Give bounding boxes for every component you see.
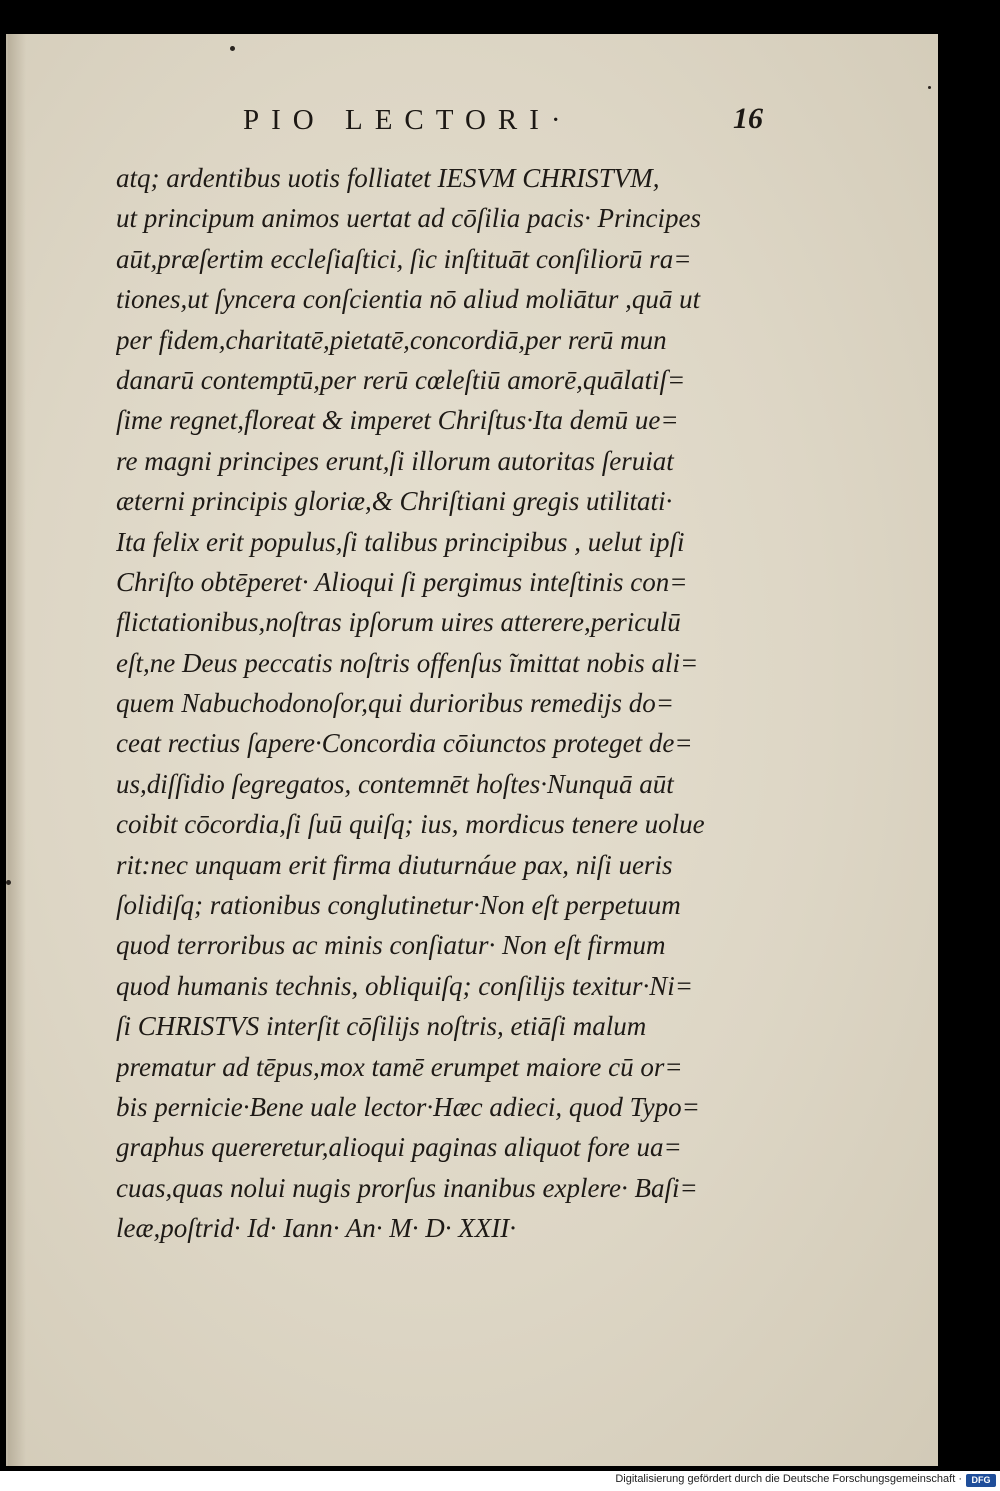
text-line: ceat rectius ſapere·Concordia cōiunctos proteget de= bbox=[116, 728, 693, 759]
dfg-logo: DFG bbox=[966, 1474, 996, 1487]
text-line: ſi CHRISTVS interſit cōſilijs noſtris, etiāſi malum bbox=[116, 1011, 647, 1042]
paper-speck bbox=[928, 86, 931, 89]
body-text bbox=[116, 158, 776, 1249]
digitization-credit: Digitalisierung gefördert durch die Deutsche Forschungsgemeinschaft · bbox=[615, 1473, 962, 1485]
text-line: Ita felix erit populus,ſi talibus principibus , uelut ipſi bbox=[116, 526, 685, 557]
text-line: re magni principes erunt,ſi illorum autoritas ſeruiat bbox=[116, 445, 674, 476]
text-line: quod terroribus ac minis conſiatur· Non eſt firmum bbox=[116, 930, 666, 961]
text-line: coibit cōcordia,ſi ſuū quiſq; ius, mordicus tenere uolue bbox=[116, 809, 705, 840]
text-line: leæ,poſtrid· Id· Iann· An· M· D· XXII· bbox=[116, 1213, 516, 1244]
text-line: graphus quereretur,alioqui paginas aliquot fore ua= bbox=[116, 1132, 682, 1163]
text-line: prematur ad tēpus,mox tamē erumpet maiore cū or= bbox=[116, 1051, 683, 1082]
page-header bbox=[243, 104, 763, 144]
text-line: flictationibus,noſtras ipſorum uires atterere,periculū bbox=[116, 607, 681, 638]
paper-speck bbox=[230, 46, 235, 51]
text-line: atq; ardentibus uotis folliatet IESVM CHRISTVM, bbox=[116, 163, 660, 193]
page-number: 16 bbox=[733, 102, 763, 135]
text-line: bis pernicie·Bene uale lector·Hæc adieci, quod Typo= bbox=[116, 1091, 700, 1122]
text-line: quod humanis technis, obliquiſq; conſilijs texitur·Ni= bbox=[116, 970, 693, 1001]
text-line: ut principum animos uertat ad cōſilia pacis· Principes bbox=[116, 203, 701, 234]
text-line: quem Nabuchodonoſor,qui durioribus remedijs do= bbox=[116, 688, 674, 719]
text-line: us,diſſidio ſegregatos, contemnēt hoſtes·Nunquā aūt bbox=[116, 768, 674, 799]
running-head: PIO LECTORI· bbox=[243, 104, 573, 136]
text-line: Chriſto obtēperet· Alioqui ſi pergimus inteſtinis con= bbox=[116, 566, 688, 597]
text-line: per fidem,charitatē,pietatē,concordiā,per rerū mun bbox=[116, 324, 667, 355]
text-line: rit:nec unquam erit firma diuturnáue pax, niſi ueris bbox=[116, 849, 673, 880]
paper-speck bbox=[6, 880, 11, 885]
text-line: eſt,ne Deus peccatis noſtris offenſus ĩmittat nobis ali= bbox=[116, 647, 699, 678]
text-line: ſolidiſq; rationibus conglutinetur·Non eſt perpetuum bbox=[116, 890, 681, 921]
text-line: cuas,quas nolui nugis prorſus inanibus explere· Baſi= bbox=[116, 1172, 698, 1203]
book-page bbox=[6, 34, 938, 1466]
text-line: ſime regnet,floreat & imperet Chriſtus·Ita demū ue= bbox=[116, 405, 679, 436]
page-gutter-shadow bbox=[8, 34, 26, 1466]
text-line: tiones,ut ſyncera conſcientia nō aliud moliātur ,quā ut bbox=[116, 284, 701, 315]
footer-bar bbox=[0, 1471, 1000, 1491]
text-line: danarū contemptū,per rerū cœleſtiū amorē,quālatiſ= bbox=[116, 364, 686, 395]
text-line: aūt,præſertim eccleſiaſtici, ſic inſtituāt conſiliorū ra= bbox=[116, 243, 692, 274]
text-line: æterni principis gloriæ,& Chriſtiani gregis utilitati· bbox=[116, 486, 673, 517]
